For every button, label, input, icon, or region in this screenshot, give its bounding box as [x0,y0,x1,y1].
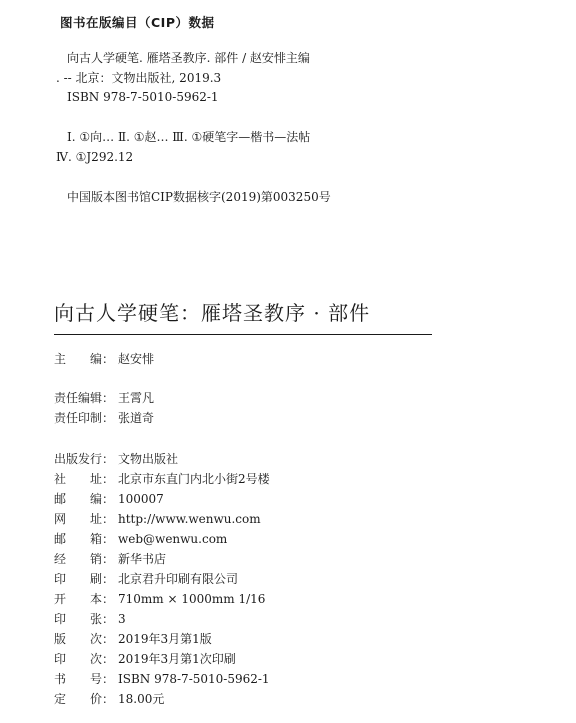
info-label: 版 次： [54,632,115,646]
cip-subject-line-1: Ⅰ. ①向… Ⅱ. ①赵… Ⅲ. ①硬笔字—楷书—法帖 [67,130,311,144]
info-label: 书 号： [54,672,115,686]
info-value: 710mm × 1000mm 1/16 [118,592,266,606]
info-row-publisher [54,450,178,467]
info-label: 责任印制： [54,411,115,425]
info-label: 出版发行： [54,452,115,466]
info-label: 定 价： [54,692,115,706]
info-row-website [54,510,261,527]
info-row-email [54,530,227,547]
info-label: 印 次： [54,652,115,666]
info-row-printer [54,570,238,587]
cip-isbn-line: ISBN 978-7-5010-5962-1 [67,90,219,104]
info-value: 王霄凡 [118,391,155,405]
cip-header: 图书在版编目（CIP）数据 [60,15,215,30]
info-label: 责任编辑： [54,391,115,405]
info-row-editor [54,350,154,367]
info-row-sheets [54,610,126,627]
info-row-address [54,470,270,487]
title-rule [54,334,432,335]
info-value: ISBN 978-7-5010-5962-1 [118,672,270,686]
info-value: 赵安悱 [118,352,155,366]
info-label: 开 本： [54,592,115,606]
info-row-edition [54,630,212,647]
info-value: 北京君升印刷有限公司 [118,572,239,586]
info-label: 印 张： [54,612,115,626]
info-value: 2019年3月第1次印刷 [118,652,236,666]
cip-subject-line-2: Ⅳ. ①J292.12 [56,150,134,164]
info-value: 文物出版社 [118,452,179,466]
info-row-responsible-editor [54,389,154,406]
info-value: 新华书店 [118,552,167,566]
info-value: web@wenwu.com [118,532,228,546]
info-row-postcode [54,490,164,507]
info-row-distributor [54,550,166,567]
info-row-format [54,590,265,607]
info-row-printing [54,650,236,667]
cip-publisher-line: . -- 北京：文物出版社, 2019.3 [56,71,222,85]
info-label: 社 址： [54,472,115,486]
info-row-isbn [54,670,270,687]
cip-title-line: 向古人学硬笔. 雁塔圣教序. 部件 / 赵安悱主编 [67,51,310,65]
info-label: 邮 箱： [54,532,115,546]
info-label: 邮 编： [54,492,115,506]
info-value: http://www.wenwu.com [118,512,261,526]
cip-catalog-number: 中国版本图书馆CIP数据核字(2019)第003250号 [67,190,331,204]
info-row-price [54,690,164,707]
info-row-responsible-printing [54,409,154,426]
info-value: 18.00元 [118,692,165,706]
info-label: 网 址： [54,512,115,526]
info-value: 2019年3月第1版 [118,632,212,646]
info-label: 主 编： [54,352,115,366]
info-value: 3 [118,612,126,626]
book-title: 向古人学硬笔：雁塔圣教序 · 部件 [54,301,371,325]
info-value: 100007 [118,492,164,506]
info-label: 印 刷： [54,572,115,586]
info-label: 经 销： [54,552,115,566]
info-value: 张道奇 [118,411,155,425]
info-value: 北京市东直门内北小街2号楼 [118,472,270,486]
